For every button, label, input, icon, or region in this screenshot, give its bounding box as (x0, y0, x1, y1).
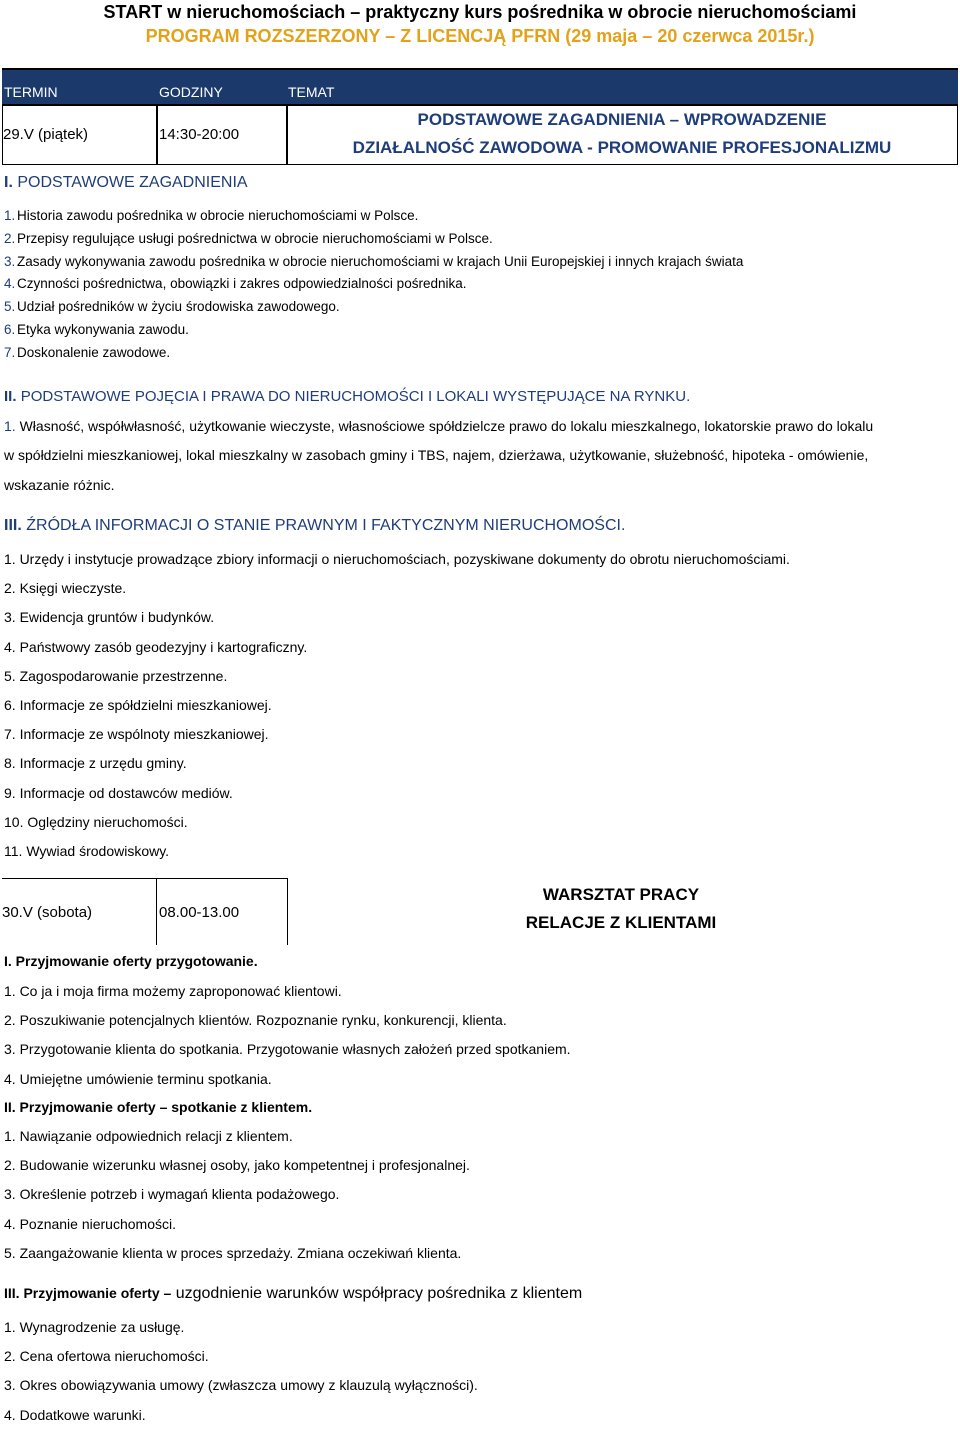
day2-sec1-title: I. Przyjmowanie oferty przygotowanie. (4, 953, 258, 969)
day2-hours: 08.00-13.00 (159, 904, 240, 921)
item-text: Czynności pośrednictwa, obowiązki i zakres odpowiedzialności pośrednika. (17, 276, 467, 292)
section1-heading: I. PODSTAWOWE ZAGADNIENIA (4, 174, 248, 191)
header-godziny: GODZINY (159, 84, 223, 100)
day2-sec2-item: 4. Poznanie nieruchomości. (4, 1215, 176, 1232)
day1-topic-cell (286, 104, 958, 165)
item-text: Etyka wykonywania zawodu. (17, 322, 189, 337)
item-number: 6. (4, 322, 16, 337)
section2-line1: 1. Własność, współwłasność, użytkowanie wieczyste, własnościowe spółdzielcze prawo do lokalu mieszkalnego, lokatorskie prawo do lokalu (4, 418, 874, 434)
day2-sec3-item: 3. Okres obowiązywania umowy (zwłaszcza umowy z klauzulą wyłączności). (4, 1377, 478, 1394)
day1-topic-line1: PODSTAWOWE ZAGADNIENIA – WPROWADZENIE (417, 110, 827, 129)
section3-item: 6. Informacje ze spółdzielni mieszkaniowej. (4, 697, 272, 713)
section1-item (4, 299, 340, 314)
section3-item: 5. Zagospodarowanie przestrzenne. (4, 667, 228, 684)
section1-item (4, 276, 466, 291)
section3-item: 9. Informacje od dostawców mediów. (4, 784, 233, 801)
section1-item (4, 231, 493, 246)
day1-date-cell (2, 104, 158, 165)
header-temat: TEMAT (288, 84, 335, 100)
day2-sec3-item: 2. Cena ofertowa nieruchomości. (4, 1348, 209, 1365)
day1-hours: 14:30-20:00 (159, 126, 240, 143)
day2-topic-line1: WARSZTAT PRACY (542, 885, 700, 904)
document-subtitle: PROGRAM ROZSZERZONY – Z LICENCJĄ PFRN (29 maja – 20 czerwca 2015r.) (145, 26, 815, 46)
section3-item: 2. Księgi wieczyste. (4, 580, 127, 597)
section3-item: 7. Informacje ze wspólnoty mieszkaniowej. (4, 726, 269, 743)
section1-item (4, 345, 170, 360)
section3-item: 8. Informacje z urzędu gminy. (4, 755, 187, 772)
day2-sec2-item: 3. Określenie potrzeb i wymagań klienta podażowego. (4, 1186, 340, 1203)
day1-topic-line2: DZIAŁALNOŚĆ ZAWODOWA - PROMOWANIE PROFESJONALIZMU (352, 138, 892, 157)
item-text: Przepisy regulujące usługi pośrednictwa w obrocie nieruchomościami w Polsce. (17, 230, 493, 246)
day2-sec2-item: 5. Zaangażowanie klienta w proces sprzedaży. Zmiana oczekiwań klienta. (4, 1244, 462, 1261)
item-text: Doskonalenie zawodowe. (17, 344, 171, 360)
day2-sec3-item: 4. Dodatkowe warunki. (4, 1406, 146, 1423)
item-number: 5. (4, 299, 16, 315)
day2-sec1-item: 4. Umiejętne umówienie terminu spotkania. (4, 1070, 272, 1087)
section3-item: 3. Ewidencja gruntów i budynków. (4, 609, 215, 626)
section1-item (4, 254, 743, 269)
table-header (2, 68, 958, 106)
day2-sec1-item: 1. Co ja i moja firma możemy zaproponować klientowi. (4, 983, 342, 999)
item-number: 3. (4, 253, 16, 269)
day2-sec1-item: 2. Poszukiwanie potencjalnych klientów. Rozpoznanie rynku, konkurencji, klienta. (4, 1012, 507, 1029)
section2-heading: II. PODSTAWOWE POJĘCIA I PRAWA DO NIERUCHOMOŚCI I LOKALI WYSTĘPUJĄCE NA RYNKU. (4, 388, 691, 405)
day2-sec2-title: II. Przyjmowanie oferty – spotkanie z klientem. (4, 1099, 313, 1115)
section3-item: 10. Oględziny nieruchomości. (4, 813, 188, 830)
day1-date: 29.V (piątek) (3, 126, 89, 143)
item-text: Zasady wykonywania zawodu pośrednika w obrocie nieruchomościami w krajach Unii Europejskiej i innych krajach świata (17, 253, 744, 269)
item-number: 2. (4, 230, 16, 246)
item-number: 1. (4, 208, 16, 223)
section3-item: 11. Wywiad środowiskowy. (4, 843, 170, 859)
day2-topic-line2: RELACJE Z KLIENTAMI (525, 913, 717, 932)
section3-item: 1. Urzędy i instytucje prowadzące zbiory informacji o nieruchomościach, pozyskiwane dokumenty do obrotu nieruchomościami. (4, 551, 790, 567)
day2-date-cell (2, 878, 157, 945)
section2-line3: wskazanie różnic. (4, 477, 115, 493)
item-number: 4. (4, 276, 16, 292)
header-termin: TERMIN (4, 84, 58, 100)
item-number: 7. (4, 344, 16, 360)
section1-item (4, 322, 189, 337)
day2-sec3-item: 1. Wynagrodzenie za usługę. (4, 1319, 185, 1335)
day2-sec1-item: 3. Przygotowanie klienta do spotkania. Przygotowanie własnych założeń przed spotkaniem. (4, 1041, 571, 1058)
section3-item: 4. Państwowy zasób geodezyjny i kartograficzny. (4, 638, 308, 655)
item-text: Udział pośredników w życiu środowiska zawodowego. (17, 299, 340, 315)
section1-item (4, 208, 418, 223)
section2-line2: w spółdzielni mieszkaniowej, lokal mieszkalny w zasobach gminy i TBS, najem, dzierżawa, użytkowanie, służebność, hipoteka - omówienie, (4, 447, 869, 463)
item-text: Historia zawodu pośrednika w obrocie nieruchomościami w Polsce. (17, 208, 419, 223)
day2-date: 30.V (sobota) (2, 904, 93, 921)
day2-sec2-item: 1. Nawiązanie odpowiednich relacji z klientem. (4, 1128, 293, 1144)
day2-hours-cell (156, 878, 288, 945)
section3-heading: III. ŹRÓDŁA INFORMACJI O STANIE PRAWNYM I FAKTYCZNYM NIERUCHOMOŚCI. (4, 517, 626, 534)
document-title: START w nieruchomościach – praktyczny kurs pośrednika w obrocie nieruchomościami (103, 2, 857, 22)
day1-hours-cell (156, 104, 288, 165)
day2-sec3-title: III. Przyjmowanie oferty – uzgodnienie warunków współpracy pośrednika z klientem (4, 1285, 583, 1302)
day2-sec2-item: 2. Budowanie wizerunku własnej osoby, jako kompetentnej i profesjonalnej. (4, 1157, 470, 1174)
